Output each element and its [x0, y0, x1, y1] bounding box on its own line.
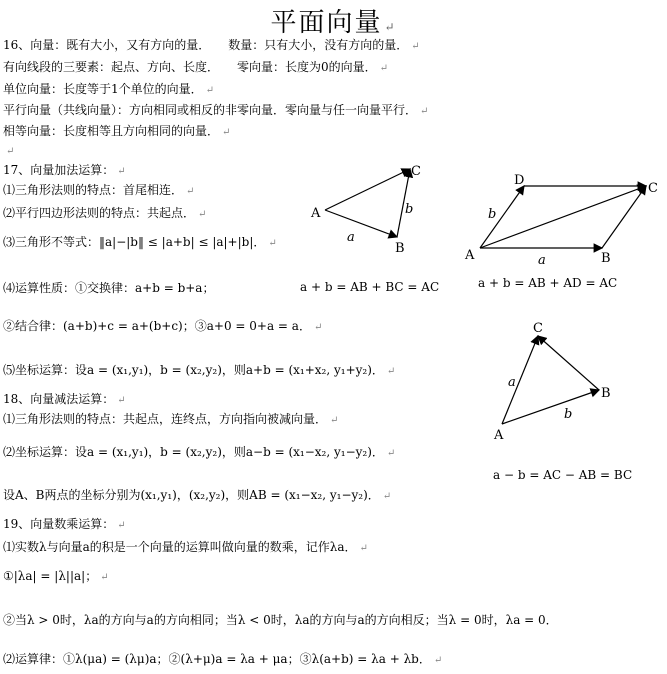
parallelogram-addition-figure — [462, 168, 662, 268]
line-17-triangle-inequality: ⑶三角形不等式：‖a|−|b‖ ≤ |a+b| ≤ |a|+|b|． ↵ — [3, 235, 277, 249]
svg-text:C: C — [648, 181, 658, 196]
parallelogram-sum-equation: a + b = AB + AD = AC — [478, 276, 618, 290]
subtraction-equation: a − b = AC − AB = BC — [493, 468, 633, 482]
line-19-heading: 19、向量数乘运算： ↵ — [3, 517, 126, 531]
svg-text:a: a — [508, 375, 516, 390]
triangle-addition-figure — [305, 155, 435, 255]
line-17-triangle-rule: ⑴三角形法则的特点：首尾相连． ↵ — [3, 183, 195, 197]
line-17-associative: ②结合律：(a+b)+c = a+(b+c)；③a+0 = 0+a = a． ↵ — [3, 319, 323, 333]
svg-text:a: a — [347, 230, 355, 245]
svg-text:B: B — [395, 241, 405, 255]
line-17-commutative: ⑷运算性质：①交换律：a+b = b+a； — [3, 281, 215, 295]
triangle-subtraction-figure — [488, 318, 623, 443]
line-16-three-elements: 有向线段的三要素：起点、方向、长度． 零向量：长度为0的向量． ↵ — [3, 60, 389, 74]
line-17-heading: 17、向量加法运算： ↵ — [3, 163, 126, 177]
svg-text:B: B — [601, 386, 611, 401]
line-18-points-coordinates: 设A、B两点的坐标分别为(x₁,y₁)，(x₂,y₂)，则AB = (x₁−x₂, y₁−y₂)． ↵ — [3, 488, 392, 502]
line-18-triangle-rule: ⑴三角形法则的特点：共起点，连终点，方向指向被减向量． ↵ — [3, 412, 339, 426]
svg-text:a: a — [538, 253, 546, 268]
line-19-operation-laws: ⑵运算律：①λ(μa) = (λμ)a；②(λ+μ)a = λa + μa；③λ(a+b) = λa + λb． ↵ — [3, 652, 443, 666]
line-16-equal-vectors: 相等向量：长度相等且方向相同的向量． ↵ — [3, 124, 231, 138]
page-title: 平面向量 ↵ — [270, 8, 397, 38]
line-16-vector-definition: 16、向量：既有大小，又有方向的量． 数量：只有大小，没有方向的量． ↵ — [3, 38, 420, 52]
svg-text:b: b — [405, 202, 414, 217]
line-17-parallelogram-rule: ⑵平行四边形法则的特点：共起点． ↵ — [3, 206, 207, 220]
line-16-unit-vector: 单位向量：长度等于1个单位的向量． ↵ — [3, 82, 215, 96]
return-mark-icon: ↵ — [384, 20, 397, 34]
line-18-heading: 18、向量减法运算： ↵ — [3, 392, 126, 406]
line-19-magnitude: ①|λa| = |λ||a|； ↵ — [3, 569, 109, 583]
line-16-parallel-vectors: 平行向量（共线向量）：方向相同或相反的非零向量．零向量与任一向量平行． ↵ — [3, 103, 429, 117]
svg-text:A: A — [494, 428, 504, 443]
svg-text:b: b — [488, 207, 497, 222]
line-17-coordinate-add: ⑸坐标运算：设a = (x₁,y₁)，b = (x₂,y₂)，则a+b = (x₁+x₂, y₁+y₂)． ↵ — [3, 363, 396, 377]
svg-text:C: C — [533, 321, 543, 336]
svg-text:A: A — [311, 206, 321, 221]
svg-text:A: A — [465, 248, 475, 263]
svg-text:B: B — [601, 251, 611, 266]
line-18-coordinate-sub: ⑵坐标运算：设a = (x₁,y₁)，b = (x₂,y₂)，则a−b = (x₁−x₂, y₁−y₂)． ↵ — [3, 445, 396, 459]
svg-text:b: b — [564, 407, 573, 422]
blank-line: ↵ — [6, 146, 15, 157]
triangle-sum-equation: a + b = AB + BC = AC — [300, 280, 440, 294]
line-19-direction: ②当λ > 0时，λa的方向与a的方向相同；当λ < 0时，λa的方向与a的方向相反；当λ = 0时，λa = 0． — [3, 613, 558, 627]
line-19-scalar-definition: ⑴实数λ与向量a的积是一个向量的运算叫做向量的数乘，记作λa． ↵ — [3, 540, 368, 554]
svg-text:C: C — [411, 164, 421, 179]
svg-text:D: D — [514, 173, 525, 188]
